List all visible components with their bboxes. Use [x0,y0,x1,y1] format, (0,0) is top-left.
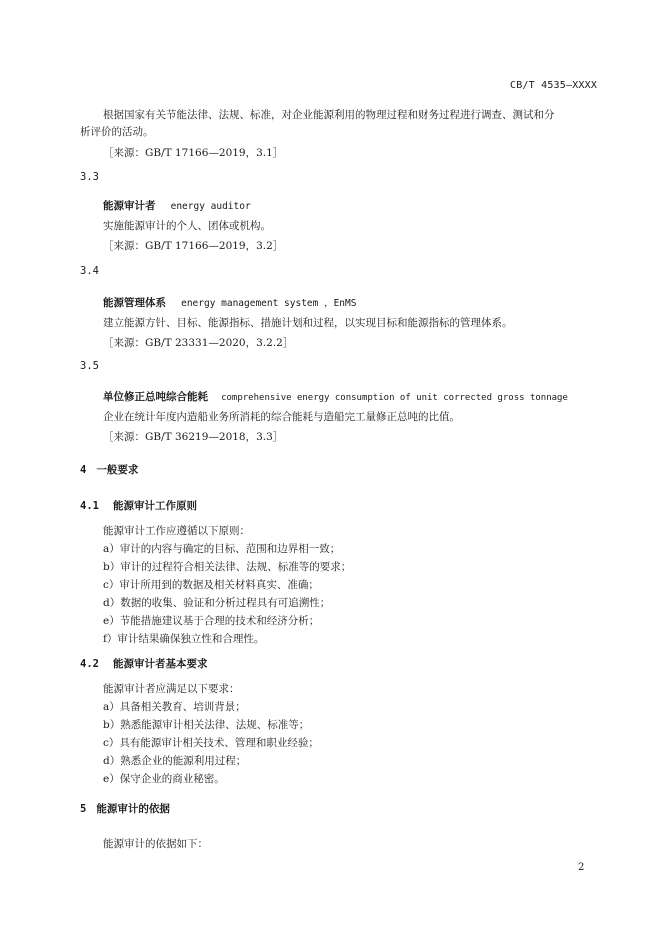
list-item: d）数据的收集、验证和分析过程具有可追溯性； [103,597,331,609]
section-4-heading [80,462,138,477]
clause-4-2-title: 能源审计者基本要求 [112,658,208,670]
clause-4-2-heading [80,656,207,671]
section-4-title: 一般要求 [96,464,139,476]
definition-3-2-line2: 析评价的活动。 [80,126,154,138]
section-5-intro: 能源审计的依据如下： [103,838,208,850]
list-item: f）审计结果确保独立性和合理性。 [103,633,265,645]
page-number: 2 [578,862,585,873]
list-item: a）审计的内容与确定的目标、范围和边界相一致； [103,543,341,555]
definition-3-4: 建立能源方针、目标、能源指标、措施计划和过程，以实现目标和能源指标的管理体系。 [103,317,513,329]
term-en-3-4: energy management system ，EnMS [181,298,357,309]
list-item: e）节能措施建议基于合理的技术和经济分析； [103,615,320,627]
term-number-3-3: 3.3 [80,171,99,183]
list-item: c）审计所用到的数据及相关材料真实、准确； [103,579,319,591]
definition-3-5: 企业在统计年度内造船业务所消耗的综合能耗与造船完工量修正总吨的比值。 [103,411,460,423]
clause-4-2-number: 4.2 [80,658,99,670]
clause-4-1-heading [80,498,197,513]
term-number-3-4: 3.4 [80,265,99,277]
list-item: b）审计的过程符合相关法律、法规、标准等的要求； [103,561,352,573]
term-heading-3-3 [103,194,251,213]
list-item: c）具有能源审计相关技术、管理和职业经验； [103,737,319,749]
definition-3-2-line1: 根据国家有关节能法律、法规、标准，对企业能源利用的物理过程和财务过程进行调查、测试和分 [103,109,555,121]
list-item: d）熟悉企业的能源利用过程； [103,755,247,767]
list-item: a）具备相关教育、培训背景； [103,701,246,713]
source-3-2: ［来源：GB/T 17166—2019，3.1］ [103,147,284,159]
section-5-title: 能源审计的依据 [96,803,170,815]
term-en-3-3: energy auditor [170,201,251,212]
term-zh-3-5: 单位修正总吨综合能耗 [103,391,208,403]
document-code: CB/T 4535—XXXX [510,80,598,91]
clause-4-2-intro: 能源审计者应满足以下要求： [103,683,240,695]
definition-3-3: 实施能源审计的个人、团体或机构。 [103,220,271,232]
source-3-3: ［来源：GB/T 17166—2019，3.2］ [103,240,284,252]
term-en-3-5: comprehensive energy consumption of unit corrected gross tonnage [221,393,568,403]
term-heading-3-4 [103,291,356,310]
source-3-5: ［来源：GB/T 36219—2018，3.3］ [103,431,284,443]
term-zh-3-4: 能源管理体系 [103,297,166,309]
list-item: b）熟悉能源审计相关法律、法规、标准等； [103,719,310,731]
term-zh-3-3: 能源审计者 [103,200,156,212]
term-heading-3-5 [103,385,568,404]
section-5-number: 5 [80,803,87,815]
section-4-number: 4 [80,464,87,476]
clause-4-1-title: 能源审计工作原则 [112,500,197,512]
source-3-4: ［来源：GB/T 23331—2020，3.2.2］ [103,337,294,349]
term-number-3-5: 3.5 [80,360,99,372]
section-5-heading [80,801,170,816]
clause-4-1-intro: 能源审计工作应遵循以下原则： [103,525,250,537]
list-item: e）保守企业的商业秘密。 [103,773,225,785]
clause-4-1-number: 4.1 [80,500,99,512]
